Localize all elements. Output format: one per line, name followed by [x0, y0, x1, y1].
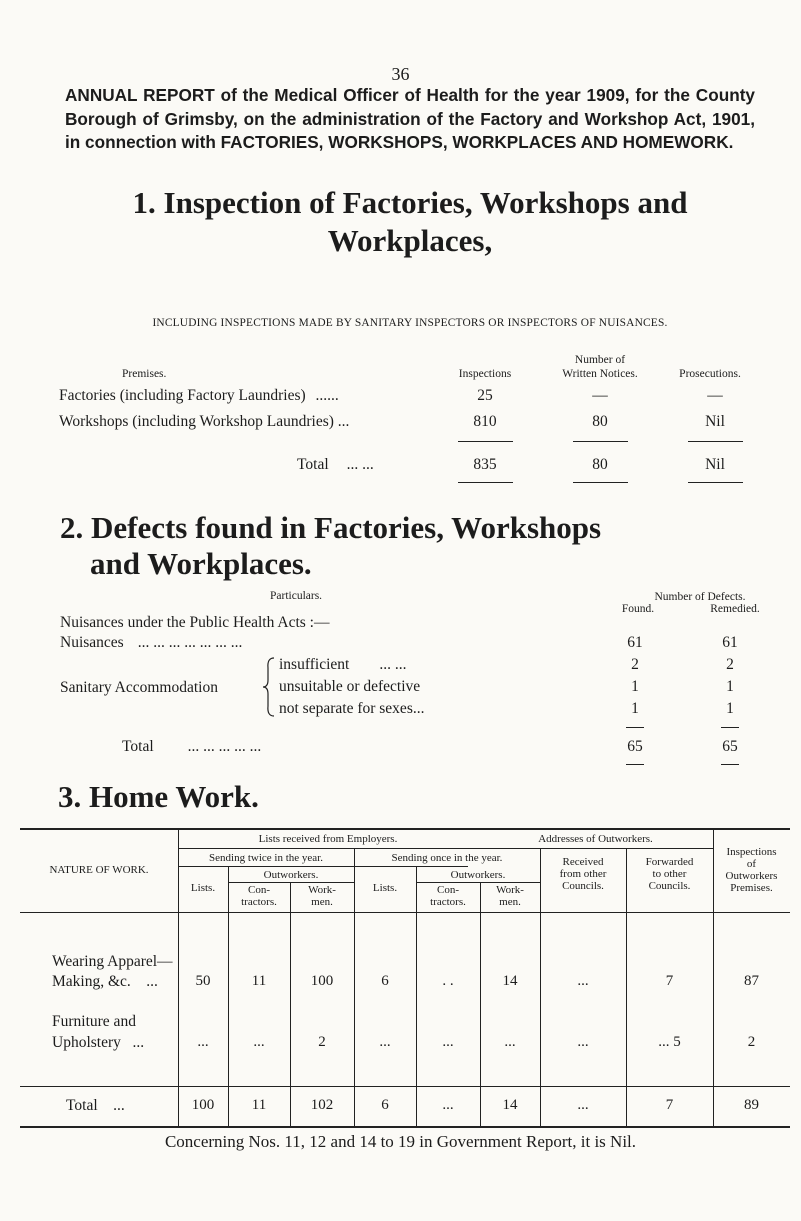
rule: [20, 912, 790, 913]
section2-title-line1: 2. Defects found in Factories, Workshops: [60, 510, 602, 545]
rule: [20, 828, 790, 830]
sanitary-insufficient-found: 2: [631, 656, 639, 673]
header-lists-twice: Lists.: [190, 882, 216, 894]
row-factories-label: Factories (including Factory Laundries) ......: [59, 387, 339, 404]
cell-total-lists-once: 6: [381, 1097, 389, 1113]
cell-apparel-inspections: 87: [744, 973, 759, 989]
cell-furniture-lists-twice: ...: [197, 1034, 209, 1050]
section1-title-line2: Workplaces,: [327, 223, 493, 258]
row-workshops-label: Workshops (including Workshop Laundries) ...: [59, 413, 350, 430]
total1-label: Total ... ...: [297, 456, 374, 473]
header-inspections: Inspections: [458, 368, 512, 380]
total2-found: 65: [627, 738, 643, 755]
total2-label: Total ... ... ... ... ...: [122, 738, 262, 755]
header-workmen-twice: Work- men.: [308, 884, 336, 908]
row-wearing-apparel-line1: Wearing Apparel—: [52, 953, 173, 970]
row-furniture-line1: Furniture and: [52, 1013, 136, 1030]
row-factories-notices: —: [592, 387, 608, 404]
cell-total-inspections: 89: [744, 1097, 759, 1113]
sanitary-unsuitable-found: 1: [631, 678, 639, 695]
cell-total-contractors-once: ...: [442, 1097, 454, 1113]
nuisances-found: 61: [627, 634, 643, 651]
cell-total-workmen-twice: 102: [310, 1097, 334, 1113]
header-forwarded: Forwarded to other Councils.: [645, 856, 694, 892]
sanitary-label: Sanitary Accommodation: [60, 679, 218, 696]
header-outworkers-once: Outworkers.: [450, 869, 506, 881]
sanitary-unsuitable-remedied: 1: [726, 678, 734, 695]
cell-apparel-workmen-once: 14: [502, 973, 518, 989]
cell-apparel-lists-twice: 50: [195, 973, 211, 989]
row-workshops-prosecutions: Nil: [705, 413, 725, 430]
rule: [178, 866, 468, 867]
cell-furniture-workmen-once: ...: [504, 1034, 516, 1050]
cell-furniture-received: ...: [577, 1034, 589, 1050]
header-workmen-once: Work- men.: [496, 884, 524, 908]
header-outworkers-twice: Outworkers.: [263, 869, 319, 881]
report-heading: ANNUAL REPORT of the Medical Officer of Health for the year 1909, for the County Borough of Grimsby, on the administration of the Factory and Workshop Act, 1901, in connection with FACTORIES, WORKSHOPS, WORKPLACES AND HOMEWORK.: [65, 85, 755, 152]
rule: [20, 1086, 790, 1087]
rule: [20, 1126, 790, 1128]
header-nature-of-work: NATURE OF WORK.: [49, 864, 149, 876]
row-furniture-line2: Upholstery ...: [52, 1034, 145, 1051]
header-received: Received from other Councils.: [559, 856, 607, 892]
section1-subtitle: INCLUDING INSPECTIONS MADE BY SANITARY INSPECTORS OR INSPECTORS OF NUISANCES.: [152, 317, 668, 329]
cell-apparel-contractors-once: . .: [442, 973, 454, 989]
total2-remedied: 65: [722, 738, 738, 755]
header-lists-received: Lists received from Employers.: [258, 833, 398, 845]
sanitary-not-separate-label: not separate for sexes...: [279, 700, 425, 717]
rule: [416, 882, 540, 883]
sanitary-not-separate-found: 1: [631, 700, 639, 717]
sanitary-insufficient-remedied: 2: [726, 656, 734, 673]
header-premises: Premises.: [122, 368, 167, 380]
header-found: Found.: [621, 603, 655, 615]
row-workshops-inspections: 810: [473, 413, 497, 430]
header-contractors-once: Con- tractors.: [430, 884, 466, 908]
nuisances-heading: Nuisances under the Public Health Acts :—: [60, 614, 330, 631]
row-workshops-notices: 80: [592, 413, 608, 430]
rule: [290, 882, 291, 1126]
cell-furniture-lists-once: ...: [379, 1034, 391, 1050]
sanitary-unsuitable-label: unsuitable or defective: [279, 678, 421, 695]
total3-label: Total ...: [66, 1097, 125, 1114]
rule: [480, 882, 481, 1126]
header-sending-twice: Sending twice in the year.: [209, 852, 323, 864]
cell-apparel-workmen-twice: 100: [310, 973, 334, 989]
header-particulars: Particulars.: [270, 590, 323, 602]
header-contractors-twice: Con- tractors.: [241, 884, 277, 908]
cell-furniture-contractors-twice: ...: [253, 1034, 265, 1050]
footer-note: Concerning Nos. 11, 12 and 14 to 19 in Government Report, it is Nil.: [164, 1132, 637, 1151]
sanitary-not-separate-remedied: 1: [726, 700, 734, 717]
cell-total-contractors-twice: 11: [251, 1097, 267, 1113]
header-sending-once: Sending once in the year.: [391, 852, 503, 864]
total1-inspections: 835: [473, 456, 497, 473]
nuisances-remedied: 61: [722, 634, 738, 651]
cell-total-workmen-once: 14: [502, 1097, 518, 1113]
cell-apparel-forwarded: 7: [665, 973, 674, 989]
header-inspections: Inspections of Outworkers Premises.: [725, 846, 778, 894]
cell-total-forwarded: 7: [665, 1097, 674, 1113]
cell-apparel-lists-once: 6: [381, 973, 389, 989]
total1-notices: 80: [592, 456, 608, 473]
row-wearing-apparel-line2: Making, &c. ...: [52, 973, 158, 990]
sanitary-insufficient-label: insufficient ... ...: [279, 656, 407, 673]
cell-total-received: ...: [577, 1097, 589, 1113]
cell-furniture-contractors-once: ...: [442, 1034, 454, 1050]
section2-title-line2: and Workplaces.: [90, 546, 312, 581]
header-remedied: Remedied.: [710, 603, 760, 615]
header-notices-line1: Number of: [574, 354, 626, 366]
header-addresses: Addresses of Outworkers.: [478, 833, 713, 845]
cell-furniture-workmen-twice: 2: [318, 1034, 326, 1050]
cell-furniture-inspections: 2: [747, 1034, 756, 1050]
cell-apparel-contractors-twice: 11: [251, 973, 267, 989]
section3-title: 3. Home Work.: [58, 779, 259, 814]
nuisances-label: Nuisances ... ... ... ... ... ... ...: [60, 634, 243, 651]
header-lists-once: Lists.: [372, 882, 398, 894]
header-notices-line2: Written Notices.: [562, 368, 638, 380]
row-factories-prosecutions: —: [707, 387, 723, 404]
section1-title-line1: 1. Inspection of Factories, Workshops and: [132, 185, 688, 220]
header-prosecutions: Prosecutions.: [679, 368, 741, 380]
cell-furniture-forwarded: ... 5: [658, 1034, 681, 1050]
rule: [228, 882, 354, 883]
cell-total-lists-twice: 100: [191, 1097, 215, 1113]
total1-prosecutions: Nil: [705, 456, 725, 473]
page-number: 36: [391, 64, 410, 84]
rule: [178, 848, 713, 849]
header-number-of-defects: Number of Defects.: [654, 591, 746, 603]
cell-apparel-received: ...: [577, 973, 589, 989]
row-factories-inspections: 25: [477, 387, 493, 404]
